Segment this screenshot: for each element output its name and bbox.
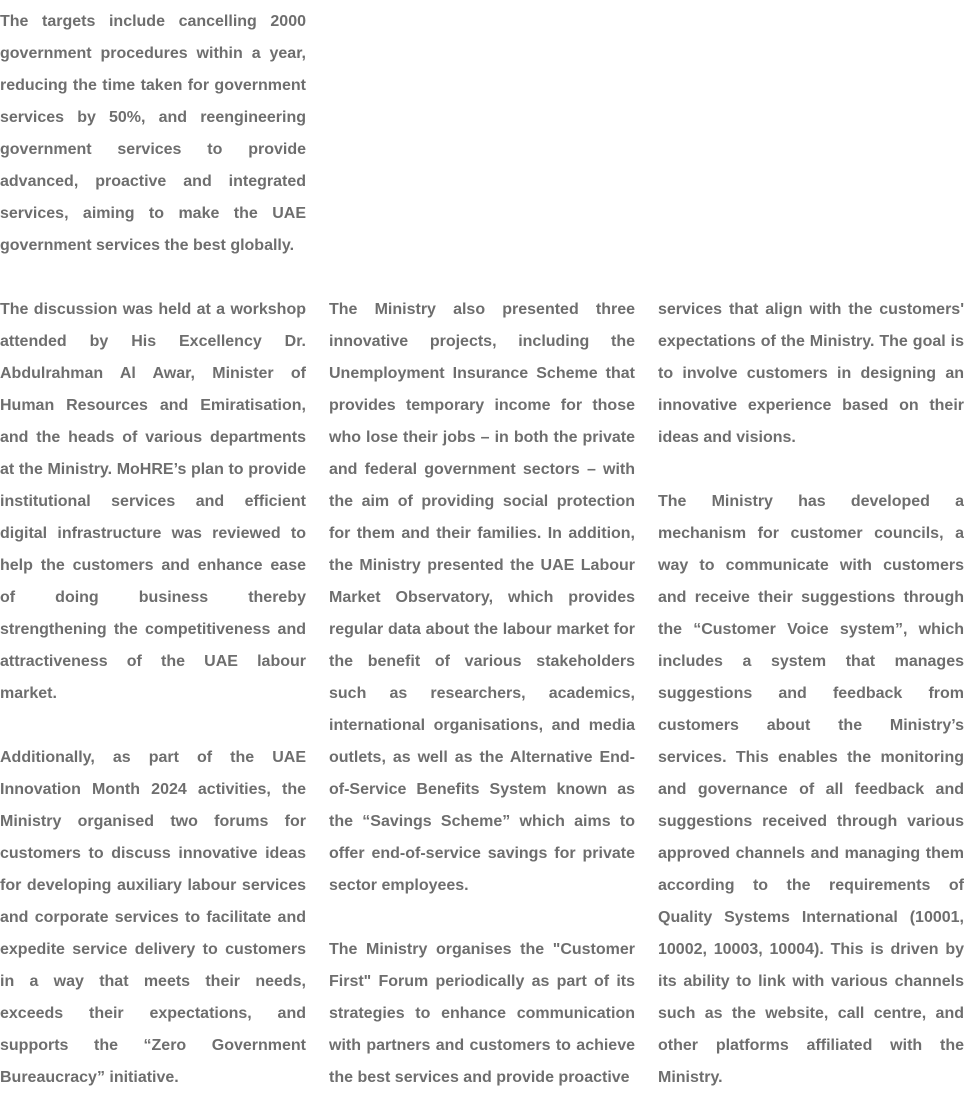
paragraph-customer-councils: The Ministry has developed a mechanism for customer councils, a way to communicate with customers and receive their suggestions through the “Customer Voice system”, which includes a system that manages suggestions and feedback from customers about the Ministry’s services. This enables the monitoring and governance of all feedback and suggestions received through various approved channels and managing them according to the requirements of Quality Systems International (10001, 10002, 10003, 10004). This is driven by its ability to link with various channels such as the website, call centre, and other platforms affiliated with the Ministry. <box>658 493 964 1086</box>
paragraph-innovation-month: Additionally, as part of the UAE Innovation Month 2024 activities, the Ministry organised two forums for customers to discuss innovative ideas for developing auxiliary labour services and corporate services to facilitate and expedite service delivery to customers in a way that meets their needs, exceeds their expectations, and supports the “Zero Government Bureaucracy” initiative. <box>0 749 306 1086</box>
text-column-2 <box>329 294 635 1094</box>
text-column-1 <box>0 6 306 1094</box>
paragraph-customer-first-forum: The Ministry organises the "Customer First" Forum periodically as part of its strategies to enhance communication with partners and customers to achieve the best services and provide proactive <box>329 941 635 1086</box>
text-column-3 <box>658 294 964 1094</box>
paragraph-customer-expectations: services that align with the customers' expectations of the Ministry. The goal is to involve customers in designing an innovative experience based on their ideas and visions. <box>658 301 964 446</box>
paragraph-innovative-projects: The Ministry also presented three innovative projects, including the Unemployment Insurance Scheme that provides temporary income for those who lose their jobs – in both the private and federal government sectors – with the aim of providing social protection for them and their families. In addition, the Ministry presented the UAE Labour Market Observatory, which provides regular data about the labour market for the benefit of various stakeholders such as researchers, academics, international organisations, and media outlets, as well as the Alternative End-of-Service Benefits System known as the “Savings Scheme” which aims to offer end-of-service savings for private sector employees. <box>329 301 635 894</box>
paragraph-workshop: The discussion was held at a workshop attended by His Excellency Dr. Abdulrahman Al Awar, Minister of Human Resources and Emiratisation, and the heads of various departments at the Ministry. MoHRE’s plan to provide institutional services and efficient digital infrastructure was reviewed to help the customers and enhance ease of doing business thereby strengthening the competitiveness and attractiveness of the UAE labour market. <box>0 301 306 702</box>
paragraph-targets: The targets include cancelling 2000 government procedures within a year, reducing the time taken for government services by 50%, and reengineering government services to provide advanced, proactive and integrated services, aiming to make the UAE government services the best globally. <box>0 13 306 254</box>
